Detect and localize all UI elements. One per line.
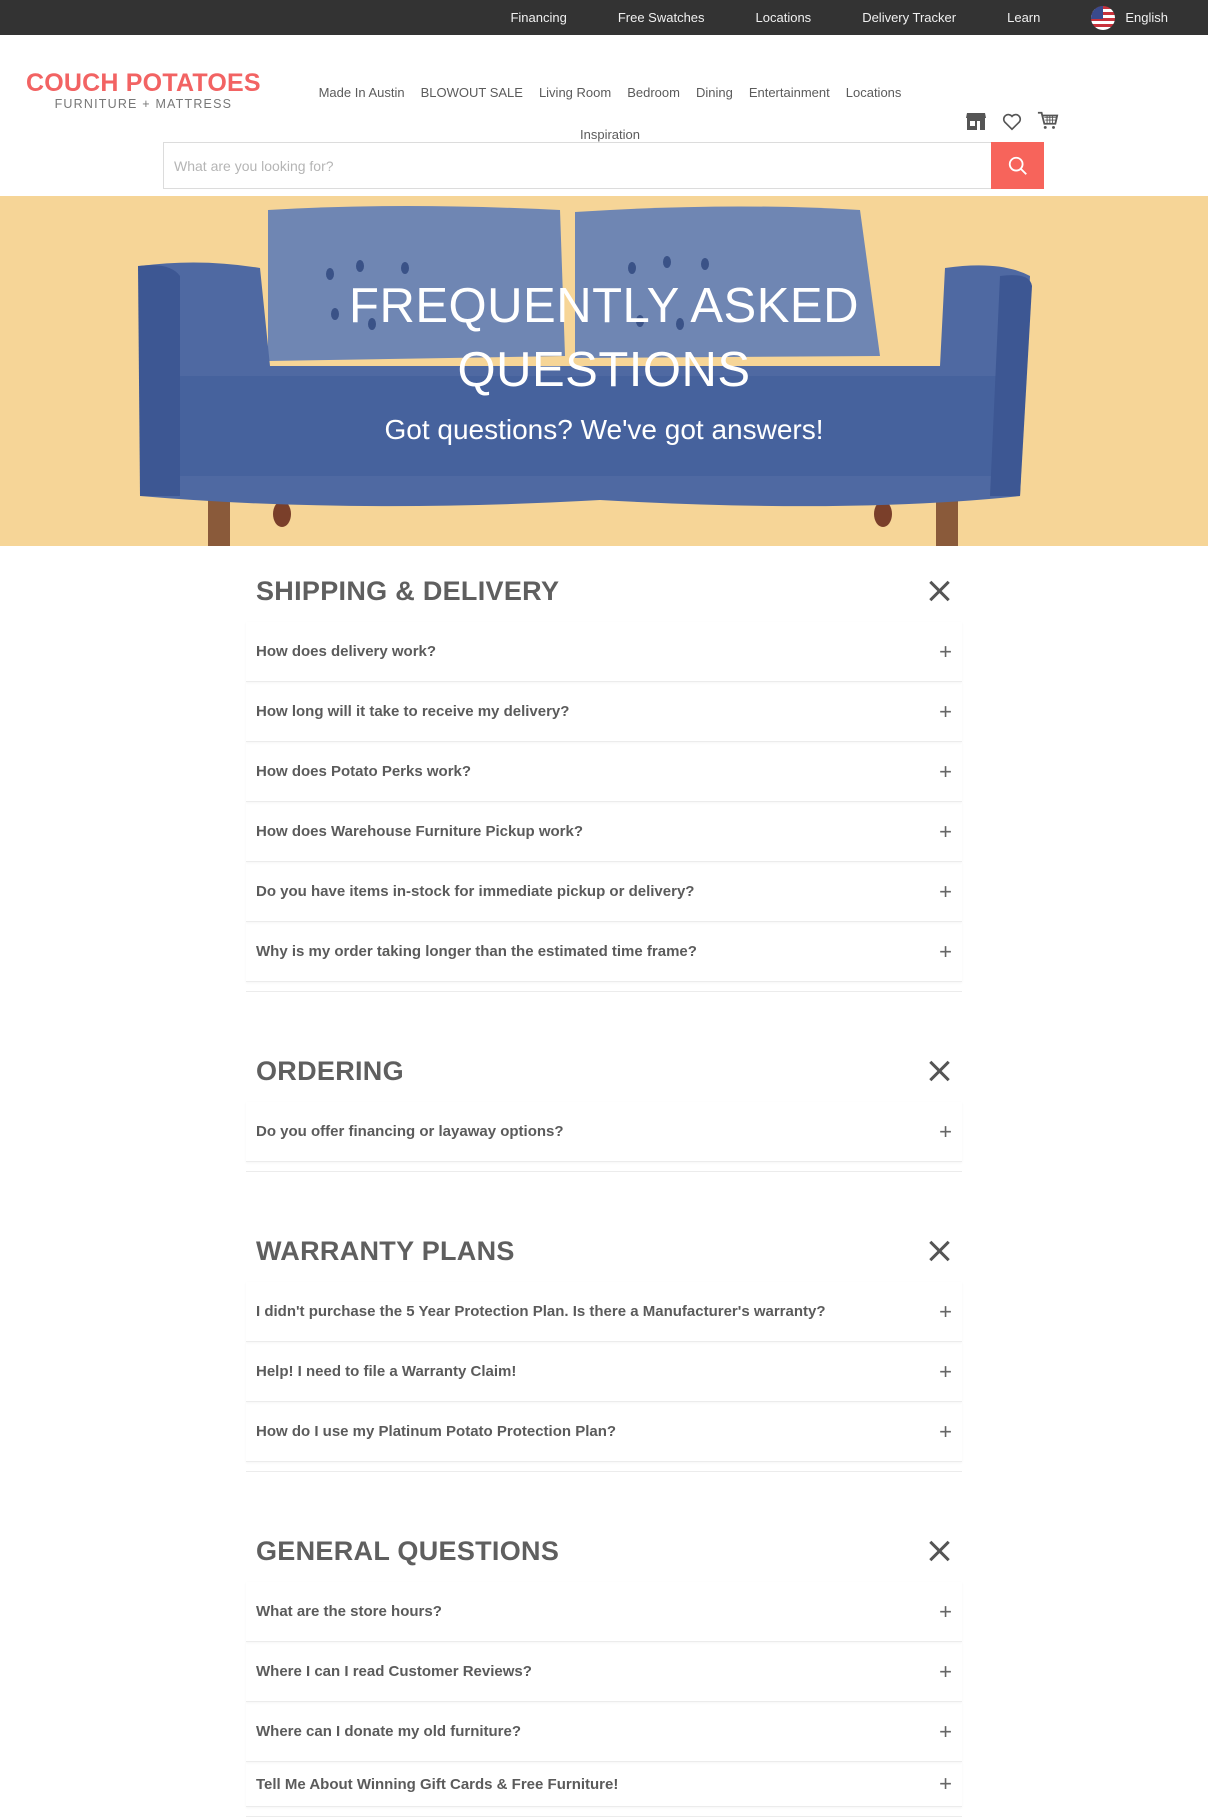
search-icon <box>1007 155 1029 177</box>
logo-sub-text: FURNITURE + MATTRESS <box>54 97 233 111</box>
section-title: SHIPPING & DELIVERY <box>256 575 560 606</box>
hero-banner <box>0 196 1208 546</box>
question-text: How do I use my Platinum Potato Protection Plan? <box>256 1423 617 1440</box>
nav-dining[interactable]: Dining <box>695 85 733 100</box>
plus-icon[interactable]: + <box>939 638 952 664</box>
plus-icon[interactable]: + <box>939 1658 952 1684</box>
question-text: Why is my order taking longer than the estimated time frame? <box>256 943 697 960</box>
question-text: How does delivery work? <box>256 643 437 660</box>
language-label: English <box>1125 10 1168 25</box>
topbar-link-free-swatches[interactable]: Free Swatches <box>617 10 705 25</box>
faq-section-shipping-delivery <box>246 560 962 992</box>
faq-question[interactable] <box>246 742 962 802</box>
faq-question[interactable] <box>246 862 962 922</box>
nav-living-room[interactable]: Living Room <box>538 85 612 100</box>
store-icon[interactable] <box>964 109 988 133</box>
question-text: How long will it take to receive my delivery? <box>256 703 570 720</box>
section-divider <box>246 1162 962 1172</box>
search-button[interactable] <box>991 142 1044 189</box>
faq-section-general-questions <box>246 1520 962 1817</box>
page-title-line-1: FREQUENTLY ASKED <box>349 279 859 333</box>
plus-icon[interactable]: + <box>939 1718 952 1744</box>
faq-question[interactable] <box>246 1282 962 1342</box>
section-divider <box>246 982 962 992</box>
nav-inspiration[interactable]: Inspiration <box>580 127 640 142</box>
faq-question[interactable] <box>246 802 962 862</box>
language-selector[interactable] <box>1091 6 1168 30</box>
faq-question[interactable] <box>246 1642 962 1702</box>
section-divider <box>246 1807 962 1817</box>
plus-icon[interactable]: + <box>939 1418 952 1444</box>
search-input[interactable] <box>164 143 991 188</box>
us-flag-icon <box>1091 6 1115 30</box>
site-header <box>0 35 1208 141</box>
section-header[interactable] <box>246 1520 962 1582</box>
collapse-x-icon[interactable] <box>928 580 950 602</box>
faq-question[interactable] <box>246 1342 962 1402</box>
faq-question[interactable] <box>246 1702 962 1762</box>
question-text: How does Potato Perks work? <box>256 763 472 780</box>
faq-section-ordering <box>246 1040 962 1172</box>
faq-question[interactable] <box>246 1102 962 1162</box>
section-title: GENERAL QUESTIONS <box>256 1535 560 1566</box>
question-text: Help! I need to file a Warranty Claim! <box>256 1363 517 1380</box>
plus-icon[interactable]: + <box>939 878 952 904</box>
section-header[interactable] <box>246 1040 962 1102</box>
collapse-x-icon[interactable] <box>928 1540 950 1562</box>
cart-icon[interactable] <box>1036 109 1060 133</box>
question-text: Do you offer financing or layaway options? <box>256 1123 564 1140</box>
question-text: How does Warehouse Furniture Pickup work? <box>256 823 583 840</box>
top-utility-bar <box>0 0 1208 35</box>
nav-bedroom[interactable]: Bedroom <box>627 85 680 100</box>
question-text: Where can I donate my old furniture? <box>256 1723 522 1740</box>
question-text: Tell Me About Winning Gift Cards & Free Furniture! <box>256 1775 619 1793</box>
nav-entertainment[interactable]: Entertainment <box>748 85 830 100</box>
plus-icon[interactable]: + <box>939 1118 952 1144</box>
plus-icon[interactable]: + <box>939 758 952 784</box>
topbar-link-financing[interactable]: Financing <box>510 10 567 25</box>
topbar-link-locations[interactable]: Locations <box>755 10 812 25</box>
question-text: Do you have items in-stock for immediate pickup or delivery? <box>256 883 695 900</box>
plus-icon[interactable]: + <box>939 698 952 724</box>
search-bar <box>163 142 1044 189</box>
logo-main-text: COUCH POTATOES <box>26 69 261 97</box>
plus-icon[interactable]: + <box>939 1298 952 1324</box>
nav-made-in-austin[interactable]: Made In Austin <box>318 85 405 100</box>
faq-question[interactable] <box>246 682 962 742</box>
faq-section-warranty-plans <box>246 1220 962 1472</box>
question-text: Where I can I read Customer Reviews? <box>256 1663 532 1680</box>
plus-icon[interactable]: + <box>939 1598 952 1624</box>
main-nav <box>300 83 920 145</box>
faq-question[interactable] <box>246 1762 962 1807</box>
logo[interactable] <box>26 69 261 111</box>
collapse-x-icon[interactable] <box>928 1240 950 1262</box>
nav-locations[interactable]: Locations <box>845 85 902 100</box>
header-icons <box>964 109 1060 133</box>
faq-question[interactable] <box>246 1402 962 1462</box>
collapse-x-icon[interactable] <box>928 1060 950 1082</box>
page-title <box>0 274 1208 402</box>
section-header[interactable] <box>246 560 962 622</box>
faq-container <box>246 560 962 1817</box>
section-divider <box>246 1462 962 1472</box>
topbar-link-delivery-tracker[interactable]: Delivery Tracker <box>862 10 957 25</box>
section-title: WARRANTY PLANS <box>256 1235 515 1266</box>
hero-subtitle: Got questions? We've got answers! <box>384 414 824 445</box>
topbar-link-learn[interactable]: Learn <box>1007 10 1041 25</box>
plus-icon[interactable]: + <box>939 1771 952 1796</box>
faq-question[interactable] <box>246 922 962 982</box>
plus-icon[interactable]: + <box>939 938 952 964</box>
page-title-line-2: QUESTIONS <box>457 343 751 397</box>
heart-icon[interactable] <box>1000 109 1024 133</box>
section-title: ORDERING <box>256 1055 404 1086</box>
question-text: I didn't purchase the 5 Year Protection Plan. Is there a Manufacturer's warranty? <box>256 1303 826 1320</box>
question-text: What are the store hours? <box>256 1603 442 1620</box>
faq-question[interactable] <box>246 1582 962 1642</box>
section-header[interactable] <box>246 1220 962 1282</box>
plus-icon[interactable]: + <box>939 1358 952 1384</box>
plus-icon[interactable]: + <box>939 818 952 844</box>
faq-question[interactable] <box>246 622 962 682</box>
nav-blowout-sale[interactable]: BLOWOUT SALE <box>420 85 523 100</box>
